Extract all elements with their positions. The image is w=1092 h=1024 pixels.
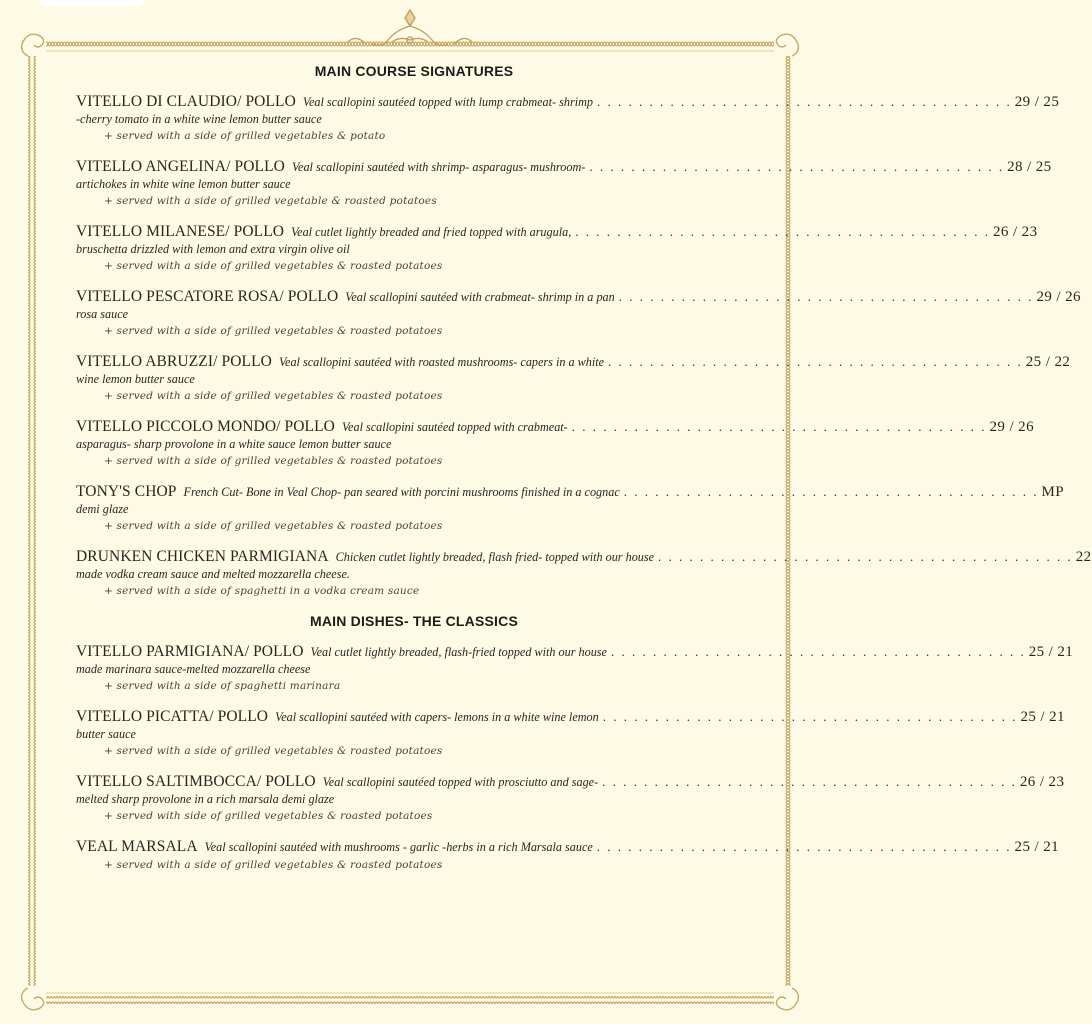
item-name: TONY'S CHOP bbox=[76, 483, 177, 500]
item-description: Veal scallopini sautéed topped with prosciutto and sage- bbox=[322, 775, 599, 789]
item-price: 29 / 26 bbox=[989, 419, 1034, 435]
leader-dots: . . . . . . . . . . . . . . . . . . . . . . . . . . . . . . . . . . . . . . . . bbox=[602, 709, 1018, 724]
item-description-cont: wine lemon butter sauce bbox=[76, 372, 195, 386]
item-description: Veal scallopini sautéed with roasted mushrooms- capers in a white bbox=[278, 355, 605, 369]
item-description: French Cut- Bone in Veal Chop- pan seared with porcini mushrooms finished in a cognac bbox=[183, 485, 620, 499]
leader-dots: . . . . . . . . . . . . . . . . . . . . . . . . . . . . . . . . . . . . . . . . bbox=[602, 774, 1017, 789]
item-description-cont: asparagus- sharp provolone in a white sauce lemon butter sauce bbox=[76, 437, 392, 451]
item-description-cont: bruschetta drizzled with lemon and extra virgin olive oil bbox=[76, 242, 350, 256]
menu-item bbox=[76, 838, 1060, 871]
menu-item bbox=[76, 708, 1065, 757]
leader-dots: . . . . . . . . . . . . . . . . . . . . . . . . . . . . . . . . . . . . . . . . bbox=[589, 159, 1005, 174]
item-description: Veal scallopini sautéed with shrimp- asparagus- mushroom- bbox=[291, 160, 586, 174]
item-name: VITELLO MILANESE/ POLLO bbox=[76, 223, 285, 240]
item-description-cont: rosa sauce bbox=[76, 307, 129, 321]
item-description-cont: made vodka cream sauce and melted mozzarella cheese. bbox=[76, 567, 350, 581]
item-description: Veal cutlet lightly breaded and fried topped with arugula, bbox=[291, 225, 572, 239]
item-price: 29 / 26 bbox=[1036, 289, 1081, 305]
leader-dots: . . . . . . . . . . . . . . . . . . . . . . . . . . . . . . . . . . . . . . . . bbox=[608, 354, 1023, 369]
item-name: VITELLO PICCOLO MONDO/ POLLO bbox=[76, 418, 335, 435]
item-side-note: + served with a side of grilled vegetables & roasted potatoes bbox=[104, 390, 443, 402]
leader-dots: . . . . . . . . . . . . . . . . . . . . . . . . . . . . . . . . . . . . . . . . bbox=[623, 484, 1039, 499]
item-price: 22 bbox=[1075, 549, 1092, 565]
top-border bbox=[46, 40, 774, 48]
item-description: Veal cutlet lightly breaded, flash-fried topped with our house bbox=[310, 645, 607, 659]
item-side-note: + served with a side of grilled vegetables & roasted potatoes bbox=[104, 859, 443, 871]
section-title-classics: MAIN DISHES- THE CLASSICS bbox=[309, 613, 518, 629]
item-side-note: + served with a side of grilled vegetables & roasted potatoes bbox=[104, 260, 443, 272]
item-name: DRUNKEN CHICKEN PARMIGIANA bbox=[76, 548, 329, 565]
item-description-cont: demi glaze bbox=[76, 502, 129, 516]
item-side-note: + served with a side of grilled vegetables & roasted potatoes bbox=[104, 325, 443, 337]
item-description: Veal scallopini sautéed with mushrooms - garlic -herbs in a rich Marsala sauce bbox=[204, 840, 593, 854]
section-title-signatures: MAIN COURSE SIGNATURES bbox=[314, 63, 514, 79]
item-side-note: + served with a side of grilled vegetable & roasted potatoes bbox=[104, 195, 437, 207]
item-price: 28 / 25 bbox=[1007, 159, 1052, 175]
item-side-note: + served with a side of spaghetti marinara bbox=[104, 680, 341, 692]
item-description-cont: made marinara sauce-melted mozzarella cheese bbox=[76, 662, 311, 676]
item-name: VEAL MARSALA bbox=[76, 838, 198, 855]
item-description-cont: butter sauce bbox=[76, 727, 136, 741]
item-price: 25 / 21 bbox=[1020, 709, 1065, 725]
item-price: 25 / 21 bbox=[1014, 839, 1060, 855]
item-price: 26 / 23 bbox=[1019, 774, 1065, 790]
item-description: Chicken cutlet lightly breaded, flash fried- topped with our house bbox=[335, 550, 655, 564]
menu-item bbox=[76, 288, 1081, 337]
item-side-note: + served with side of grilled vegetables & roasted potatoes bbox=[104, 810, 433, 822]
menu-item bbox=[76, 773, 1065, 822]
item-description-cont: -cherry tomato in a white wine lemon butter sauce bbox=[76, 112, 322, 126]
item-name: VITELLO ABRUZZI/ POLLO bbox=[76, 353, 272, 370]
item-description-cont: artichokes in white wine lemon butter sauce bbox=[76, 177, 291, 191]
item-description: Veal scallopini sautéed with crabmeat- shrimp in a pan bbox=[345, 290, 615, 304]
item-description-cont: melted sharp provolone in a rich marsala demi glaze bbox=[76, 792, 335, 806]
leader-dots: . . . . . . . . . . . . . . . . . . . . . . . . . . . . . . . . . . . . . . . . bbox=[575, 224, 990, 239]
item-description: Veal scallopini sautéed topped with lump crabmeat- shrimp bbox=[302, 95, 594, 109]
item-name: VITELLO PARMIGIANA/ POLLO bbox=[76, 643, 304, 660]
item-price: 26 / 23 bbox=[993, 224, 1038, 240]
menu-item bbox=[76, 93, 1060, 142]
item-name: VITELLO DI CLAUDIO/ POLLO bbox=[76, 93, 296, 110]
menu-item bbox=[76, 643, 1074, 692]
leader-dots: . . . . . . . . . . . . . . . . . . . . . . . . . . . . . . . . . . . . . . . . bbox=[597, 94, 1012, 109]
leader-dots: . . . . . . . . . . . . . . . . . . . . . . . . . . . . . . . . . . . . . . . . bbox=[618, 289, 1034, 304]
item-side-note: + served with a side of spaghetti in a vodka cream sauce bbox=[104, 585, 420, 597]
menu-item bbox=[76, 548, 1092, 597]
menu-item bbox=[76, 483, 1064, 532]
item-side-note: + served with a side of grilled vegetables & roasted potatoes bbox=[104, 745, 443, 757]
leader-dots: . . . . . . . . . . . . . . . . . . . . . . . . . . . . . . . . . . . . . . . . bbox=[658, 549, 1073, 564]
leader-dots: . . . . . . . . . . . . . . . . . . . . . . . . . . . . . . . . . . . . . . . . bbox=[596, 839, 1012, 854]
item-price: 25 / 21 bbox=[1028, 644, 1074, 660]
item-description: Veal scallopini sautéed with capers- lemons in a white wine lemon bbox=[275, 710, 599, 724]
bottom-border bbox=[46, 996, 774, 1004]
menu-item bbox=[76, 158, 1052, 207]
menu-item bbox=[76, 418, 1034, 467]
menu-item bbox=[76, 353, 1071, 402]
item-price: MP bbox=[1041, 484, 1064, 500]
item-description: Veal scallopini sautéed topped with crabmeat- bbox=[341, 420, 568, 434]
leader-dots: . . . . . . . . . . . . . . . . . . . . . . . . . . . . . . . . . . . . . . . . bbox=[610, 644, 1026, 659]
item-name: VITELLO ANGELINA/ POLLO bbox=[76, 158, 285, 175]
item-name: VITELLO PICATTA/ POLLO bbox=[76, 708, 269, 725]
leader-dots: . . . . . . . . . . . . . . . . . . . . . . . . . . . . . . . . . . . . . . . . bbox=[571, 419, 987, 434]
menu-content bbox=[76, 60, 1092, 887]
item-side-note: + served with a side of grilled vegetables & roasted potatoes bbox=[104, 455, 443, 467]
left-border bbox=[28, 56, 36, 986]
item-name: VITELLO PESCATORE ROSA/ POLLO bbox=[76, 288, 339, 305]
item-name: VITELLO SALTIMBOCCA/ POLLO bbox=[76, 773, 316, 790]
menu-item bbox=[76, 223, 1038, 272]
item-price: 29 / 25 bbox=[1014, 94, 1060, 110]
item-side-note: + served with a side of grilled vegetables & roasted potatoes bbox=[104, 520, 443, 532]
item-price: 25 / 22 bbox=[1025, 354, 1071, 370]
item-side-note: + served with a side of grilled vegetables & potato bbox=[104, 130, 386, 142]
